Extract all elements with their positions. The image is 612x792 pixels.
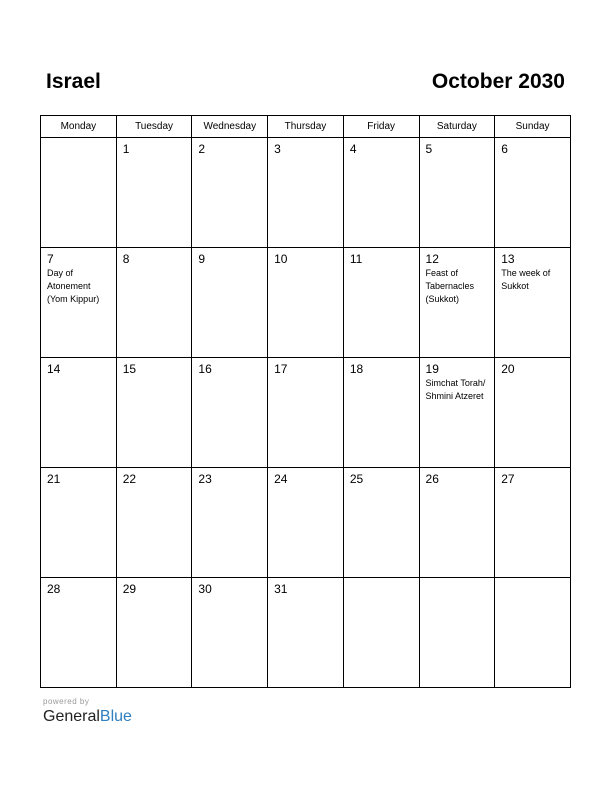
- day-number: 27: [501, 472, 515, 486]
- country-title: Israel: [46, 70, 101, 93]
- week-row: [41, 578, 571, 688]
- week-row: [41, 468, 571, 578]
- weekday-thursday: Thursday: [268, 116, 344, 138]
- day-cell: [495, 358, 571, 468]
- day-number: 17: [274, 362, 288, 376]
- generalblue-logo[interactable]: [43, 708, 132, 726]
- holiday-label: Simchat Torah/ Shmini Atzeret: [425, 378, 486, 401]
- day-cell-empty: [419, 578, 495, 688]
- powered-by-text: powered by: [43, 697, 90, 706]
- day-cell-empty: [495, 578, 571, 688]
- day-cell: [419, 358, 495, 468]
- day-number: 15: [122, 362, 137, 376]
- day-number: 3: [274, 142, 281, 156]
- day-cell: [192, 358, 268, 468]
- day-cell: [268, 578, 344, 688]
- day-number: 22: [122, 472, 137, 486]
- day-cell: [268, 138, 344, 248]
- day-cell: [419, 248, 495, 358]
- day-number: 14: [47, 362, 61, 376]
- day-number: 5: [425, 142, 433, 156]
- day-cell: [343, 358, 419, 468]
- day-cell: [192, 248, 268, 358]
- day-cell: [268, 358, 344, 468]
- day-number: 19: [425, 362, 439, 376]
- day-number: 30: [198, 582, 212, 596]
- day-number: 13: [501, 252, 515, 266]
- day-cell: [495, 468, 571, 578]
- day-number: 7: [47, 252, 54, 266]
- day-cell: [192, 468, 268, 578]
- day-cell: [419, 138, 495, 248]
- week-row: [41, 358, 571, 468]
- day-cell: [268, 248, 344, 358]
- holiday-label: Day of Atonement (Yom Kippur): [47, 268, 100, 304]
- day-number: 16: [198, 362, 212, 376]
- weekday-header-row: [41, 116, 571, 138]
- weekday-saturday: Saturday: [419, 116, 495, 138]
- day-cell-empty: [343, 578, 419, 688]
- day-number: 20: [501, 362, 515, 376]
- holiday-label: Feast of Tabernacles (Sukkot): [425, 268, 475, 304]
- day-number: 23: [198, 472, 212, 486]
- day-cell: [343, 138, 419, 248]
- weekday-monday: Monday: [41, 116, 117, 138]
- day-cell: [116, 358, 192, 468]
- day-cell: [268, 468, 344, 578]
- weekday-wednesday: Wednesday: [192, 116, 268, 138]
- day-cell: [192, 578, 268, 688]
- brand-blue: Blue: [99, 708, 132, 725]
- day-number: 2: [198, 142, 206, 156]
- day-cell: [495, 138, 571, 248]
- day-cell: [41, 248, 117, 358]
- day-number: 10: [274, 252, 288, 266]
- day-cell: [495, 248, 571, 358]
- weekday-sunday: Sunday: [495, 116, 571, 138]
- calendar-grid: [40, 115, 571, 688]
- day-number: 11: [349, 252, 363, 266]
- week-row: [41, 248, 571, 358]
- day-number: 26: [425, 472, 439, 486]
- day-number: 29: [122, 582, 137, 596]
- day-number: 8: [122, 252, 130, 266]
- day-number: 24: [274, 472, 288, 486]
- day-number: 4: [349, 142, 357, 156]
- day-number: 21: [47, 472, 61, 486]
- footer-branding: [43, 697, 132, 726]
- day-number: 12: [425, 252, 439, 266]
- day-cell: [419, 468, 495, 578]
- day-cell: [41, 578, 117, 688]
- weekday-friday: Friday: [343, 116, 419, 138]
- month-title: October 2030: [431, 70, 565, 93]
- day-cell-empty: [41, 138, 117, 248]
- day-cell: [343, 468, 419, 578]
- day-cell: [116, 468, 192, 578]
- day-cell: [192, 138, 268, 248]
- day-number: 9: [198, 252, 206, 266]
- day-cell: [116, 578, 192, 688]
- day-number: 18: [349, 362, 364, 376]
- week-row: [41, 138, 571, 248]
- day-number: 6: [501, 142, 508, 156]
- day-cell: [116, 138, 192, 248]
- day-cell: [41, 358, 117, 468]
- weekday-tuesday: Tuesday: [116, 116, 192, 138]
- day-number: 28: [47, 582, 61, 596]
- day-cell: [343, 248, 419, 358]
- day-number: 25: [349, 472, 364, 486]
- day-cell: [41, 468, 117, 578]
- brand-general: General: [43, 708, 100, 725]
- holiday-label: The week of Sukkot: [501, 268, 551, 291]
- day-number: 1: [122, 142, 130, 156]
- day-number: 31: [274, 582, 288, 596]
- day-cell: [116, 248, 192, 358]
